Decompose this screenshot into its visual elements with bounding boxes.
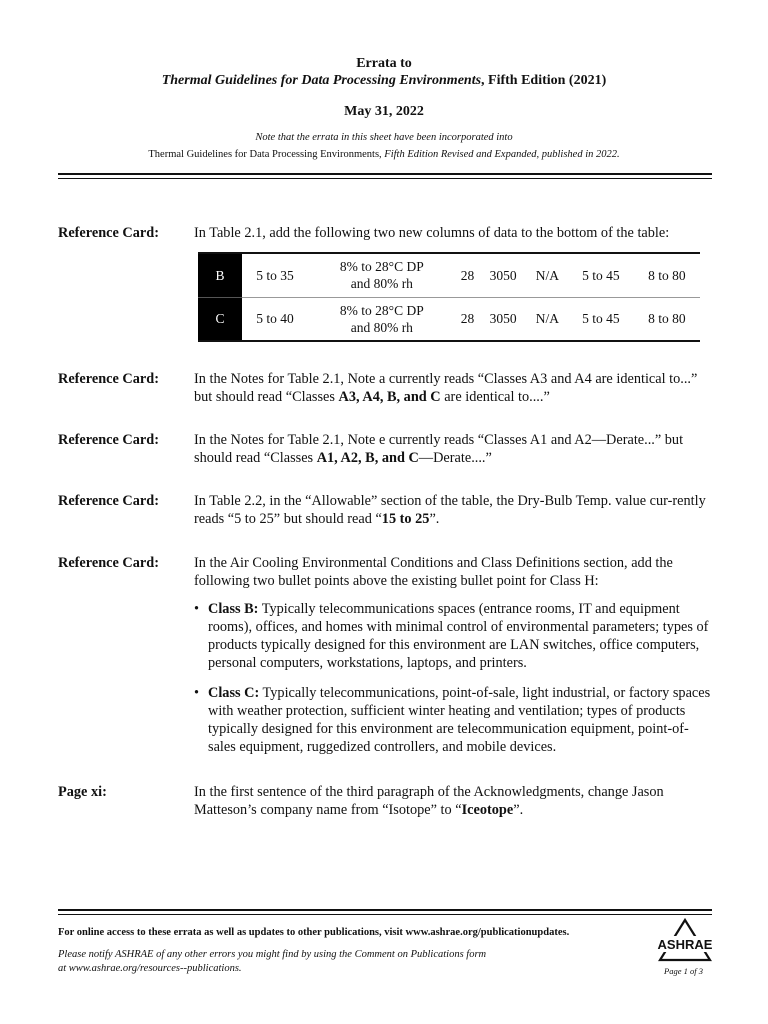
text-run: —Derate....” — [418, 450, 492, 466]
text-run: ”. — [513, 802, 524, 818]
bold-run: A1, A2, B, and C — [316, 450, 419, 466]
bold-run: Iceotope — [461, 802, 514, 818]
table-cell: N/A — [527, 253, 568, 297]
page-number: Page 1 of 3 — [664, 966, 703, 976]
bullet-dot: • — [194, 601, 200, 617]
bullet-text — [208, 600, 712, 672]
table-cell: 3050 — [479, 297, 527, 341]
notify-line2: at www.ashrae.org/resources--publications. — [58, 963, 242, 974]
entry-label: Page xi: — [58, 784, 107, 800]
table-cell: 5 to 40 — [242, 297, 308, 341]
table-cell: N/A — [527, 297, 568, 341]
entry-label: Reference Card: — [58, 371, 159, 387]
bullet-dot: • — [194, 685, 200, 701]
table-cell — [308, 297, 456, 341]
entry-text — [194, 492, 712, 528]
table-cell: 5 to 45 — [568, 253, 634, 297]
note-line2-italic: Fifth Edition Revised and Expanded, published in 2022. — [384, 149, 620, 160]
notify-note — [58, 948, 578, 976]
entry-label: Reference Card: — [58, 493, 159, 509]
class-data-table — [198, 252, 700, 342]
ashrae-logo — [655, 916, 715, 966]
bullet-term: Class B: — [208, 601, 259, 617]
bullet-text — [208, 684, 712, 756]
table-cell: 28 — [456, 253, 480, 297]
note-line2-plain: Thermal Guidelines for Data Processing Environments, — [148, 149, 385, 160]
entry-text: In the Air Cooling Environmental Conditions and Class Definitions section, add the following two bullet points above the existing bullet point for Class H: — [194, 555, 673, 589]
table-row — [198, 297, 700, 341]
entry-text — [194, 431, 712, 467]
footer-rule — [58, 909, 712, 915]
text-run: In Table 2.2, in the “Allowable” section of the table, the Dry-Bulb Temp. value cur-rently reads “5 to 25” but should read “ — [194, 493, 706, 527]
table-cell — [308, 253, 456, 297]
header-rule — [58, 173, 712, 179]
title-edition: , Fifth Edition (2021) — [481, 73, 607, 88]
table-cell: 8 to 80 — [634, 253, 700, 297]
table-row — [198, 253, 700, 297]
errata-date: May 31, 2022 — [344, 104, 424, 119]
cell-line: and 80% rh — [350, 276, 413, 292]
bullet-description: Typically telecommunications, point-of-sale, light industrial, or factory spaces with weather protection, sufficient winter heating and ventilation; types of products typically designed for this environment are telecommunication equipment, point-of-sales equipment, ruggedized controllers, and mobile devices. — [208, 685, 711, 755]
entry-text: In Table 2.1, add the following two new columns of data to the bottom of the table: — [194, 225, 670, 241]
table-cell: 5 to 35 — [242, 253, 308, 297]
online-access-note: For online access to these errata as well as updates to other publications, visit www.ashrae.org/publicationupdates. — [58, 927, 570, 938]
entry-text — [194, 783, 712, 819]
title-italic: Thermal Guidelines for Data Processing Environments — [161, 73, 482, 88]
text-run: In the Notes for Table 2.1, Note a currently reads “Classes A3 and A4 are identical to...” but should read “Classes — [194, 371, 698, 405]
text-run: In the Notes for Table 2.1, Note e currently reads “Classes A1 and A2—Derate...” but should read “Classes — [194, 432, 684, 466]
table-cell: 28 — [456, 297, 480, 341]
text-run: In the first sentence of the third paragraph of the Acknowledgments, change Jason Matteson’s company name from “Isotope” to “ — [194, 784, 664, 818]
table-cell: 5 to 45 — [568, 297, 634, 341]
entry-label: Reference Card: — [58, 432, 159, 448]
text-run: ”. — [429, 511, 440, 527]
errata-heading: Errata to — [356, 56, 412, 71]
cell-line: 8% to 28°C DP — [339, 302, 424, 318]
class-cell: C — [198, 297, 242, 341]
bullet-term: Class C: — [208, 685, 260, 701]
notify-line1: Please notify ASHRAE of any other errors you might find by using the Comment on Publications form — [58, 949, 487, 960]
bold-run: A3, A4, B, and C — [338, 389, 441, 405]
incorporation-note — [0, 131, 768, 145]
text-run: are identical to....” — [440, 389, 550, 405]
entry-text — [194, 370, 712, 406]
bold-run: 15 to 25 — [381, 511, 430, 527]
cell-line: 8% to 28°C DP — [339, 259, 424, 275]
cell-line: and 80% rh — [350, 319, 413, 335]
document-title — [0, 72, 768, 89]
entry-label: Reference Card: — [58, 555, 159, 571]
table-cell: 3050 — [479, 253, 527, 297]
table-cell: 8 to 80 — [634, 297, 700, 341]
note-line1: Note that the errata in this sheet have been incorporated into — [255, 132, 513, 143]
logo-text: ASHRAE — [657, 937, 713, 952]
incorporation-note-2 — [0, 148, 768, 162]
entry-label: Reference Card: — [58, 225, 159, 241]
bullet-description: Typically telecommunications spaces (entrance rooms, IT and equipment rooms), offices, and homes with minimal control of environmental parameters; types of products typically designed for this environment are LAN switches, office computers, personal computers, workstations, laptops, and printers. — [208, 601, 709, 671]
class-cell: B — [198, 253, 242, 297]
